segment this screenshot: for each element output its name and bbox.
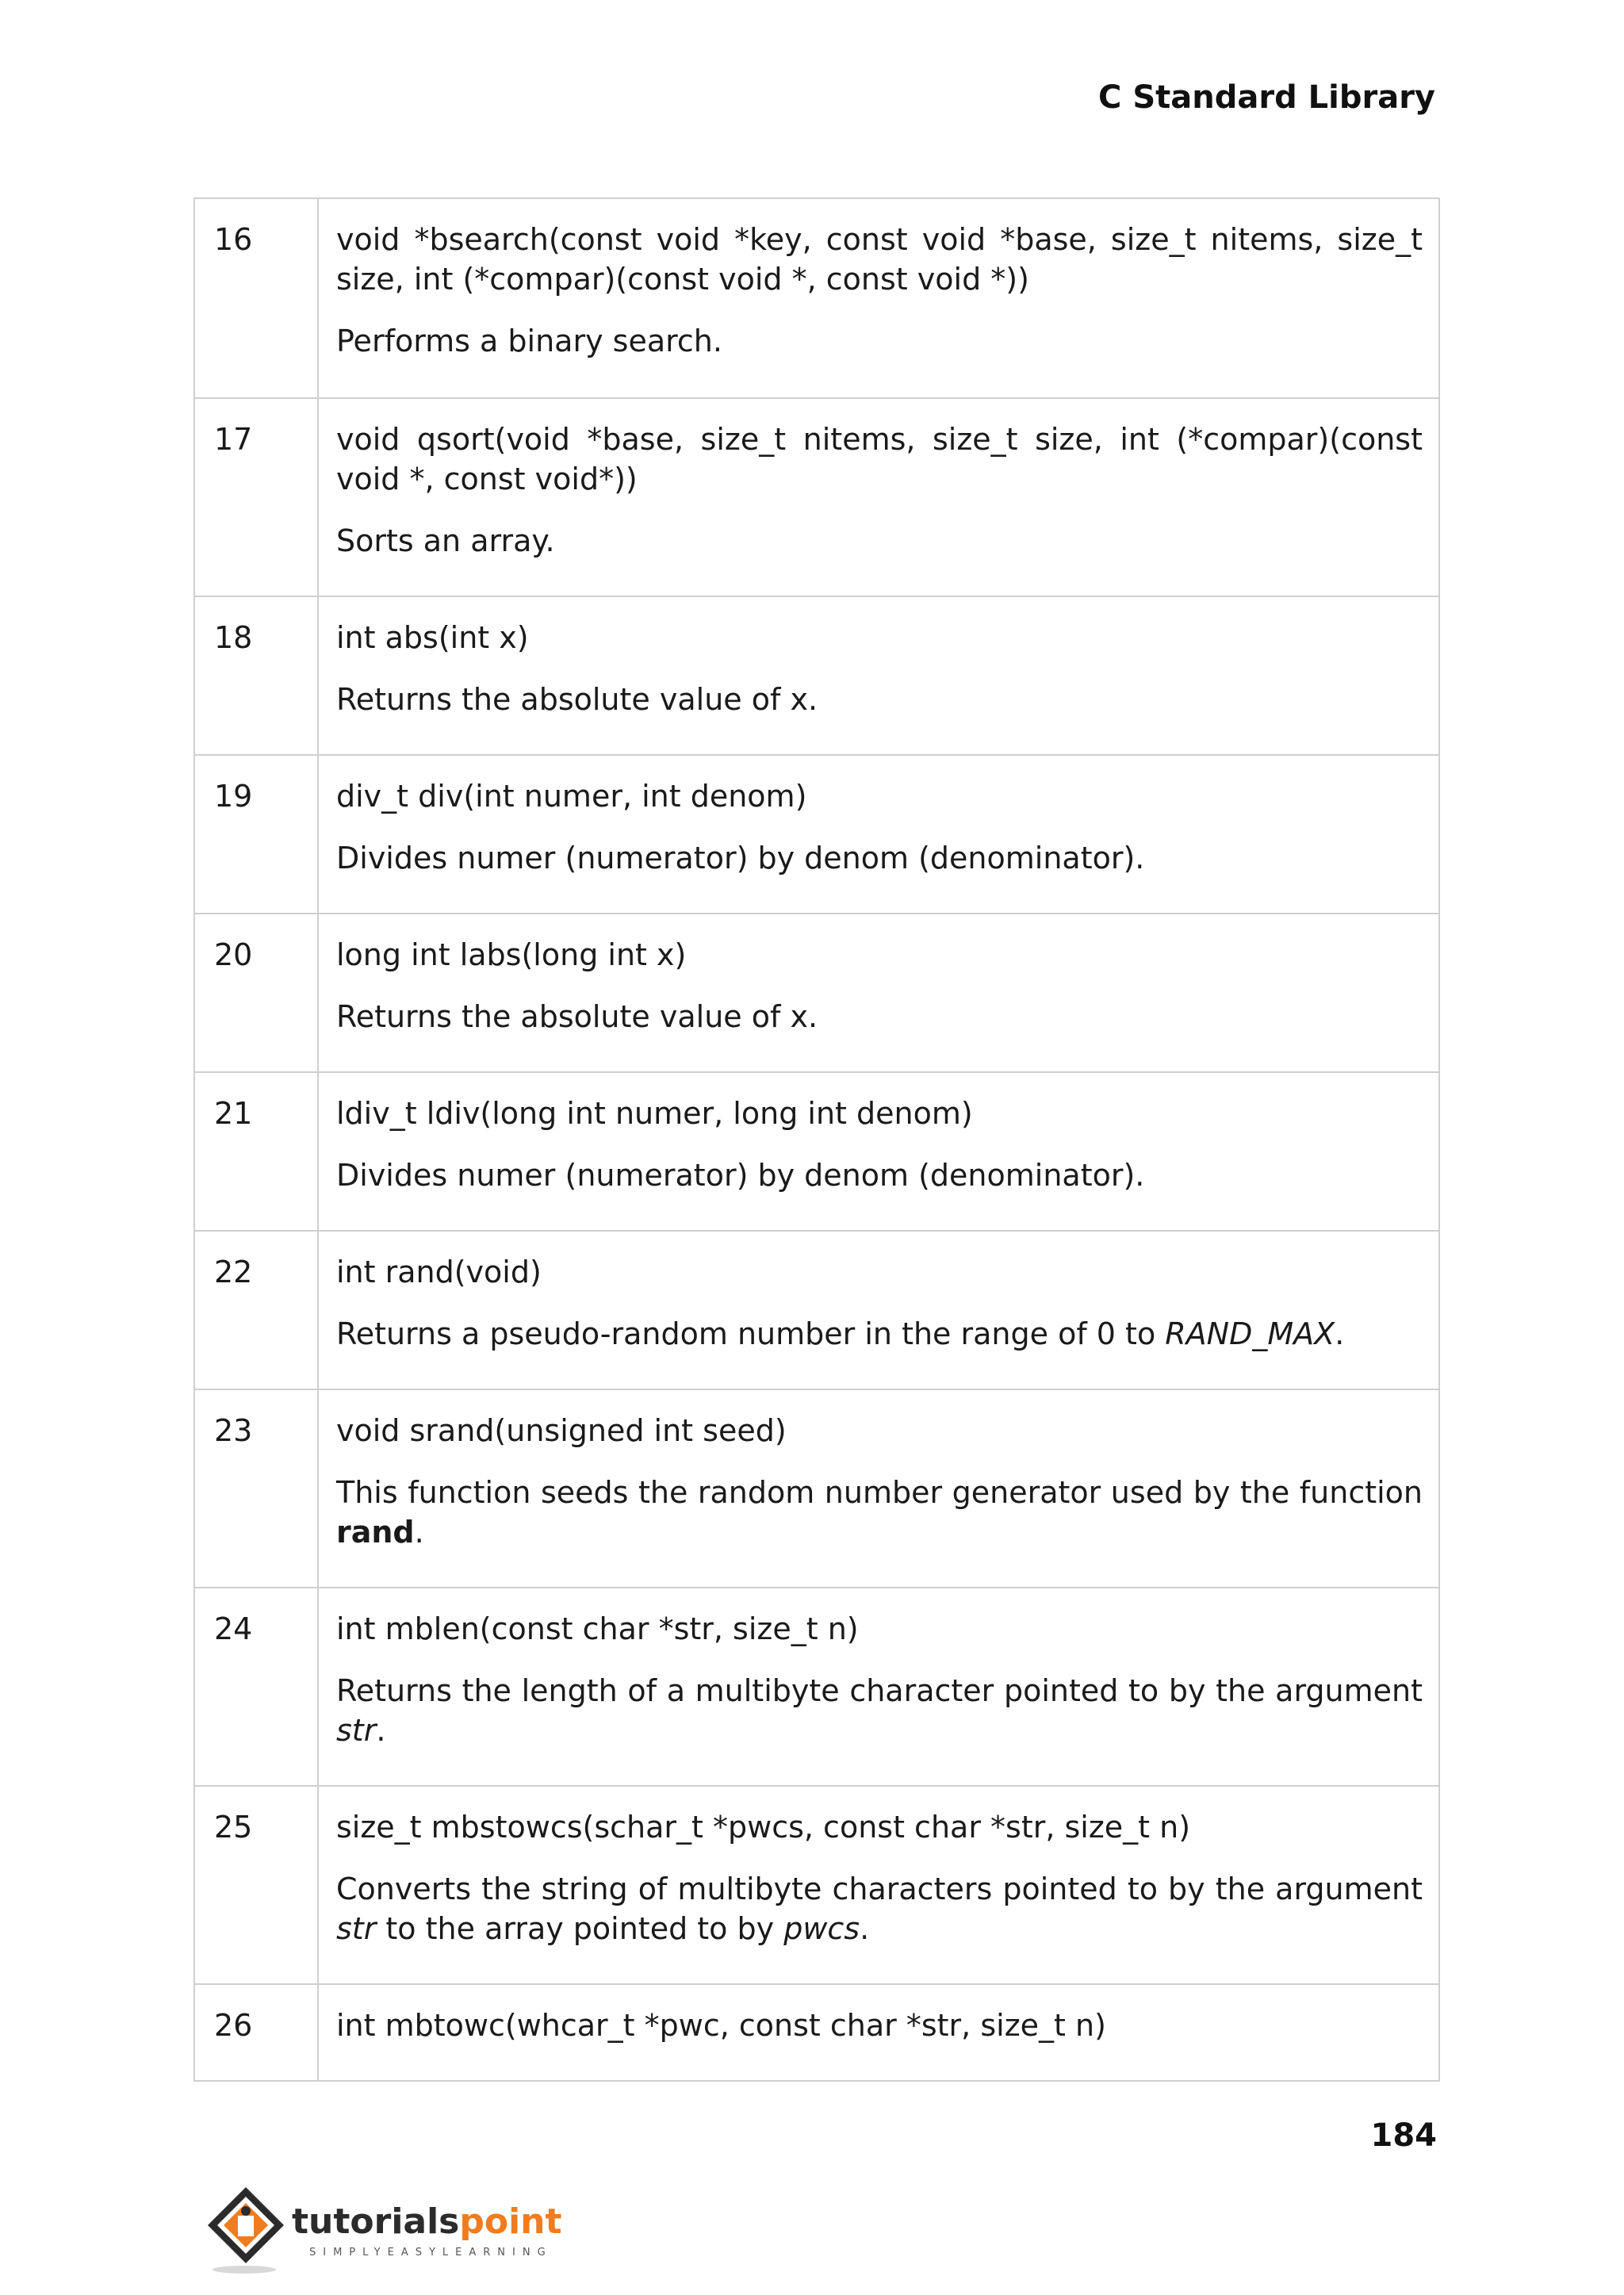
- logo-emblem-icon: [208, 2187, 284, 2274]
- description-text: .: [1335, 1316, 1345, 1351]
- function-cell: [318, 1786, 1439, 1984]
- function-signature: size_t mbstowcs(schar_t *pwcs, const char *str, size_t n): [336, 1810, 1191, 1845]
- page-number: 184: [1370, 2117, 1437, 2154]
- description-text: Divides numer (numerator) by denom (denominator).: [336, 1158, 1145, 1193]
- description-text: This function seeds the random number generator used by the function: [336, 1475, 1423, 1510]
- description-text: to the array pointed to by: [376, 1911, 784, 1946]
- function-description: [336, 1671, 1423, 1750]
- bold-text: rand: [336, 1515, 415, 1550]
- function-signature: int rand(void): [336, 1255, 542, 1289]
- description-text: .: [376, 1713, 386, 1748]
- function-signature: int mbtowc(whcar_t *pwc, const char *str, size_t n): [336, 2008, 1106, 2043]
- function-cell: [318, 1588, 1439, 1786]
- row-number: 18: [194, 596, 318, 755]
- function-table: [193, 197, 1440, 2082]
- function-description: [336, 321, 1423, 361]
- table-row: [194, 1072, 1439, 1231]
- function-cell: [318, 914, 1439, 1072]
- function-table-body: [194, 198, 1439, 2081]
- table-row: [194, 1231, 1439, 1389]
- tutorialspoint-logo: [198, 2181, 579, 2276]
- row-number: 25: [194, 1786, 318, 1984]
- function-description: [336, 1314, 1423, 1354]
- function-signature: void srand(unsigned int seed): [336, 1413, 787, 1448]
- emphasis-text: pwcs: [783, 1911, 860, 1946]
- row-number: 24: [194, 1588, 318, 1786]
- description-text: Divides numer (numerator) by denom (denominator).: [336, 841, 1145, 875]
- function-signature: div_t div(int numer, int denom): [336, 779, 807, 814]
- function-signature: void *bsearch(const void *key, const void *base, size_t nitems, size_t size, int (*compar)(const void *, const void *)): [336, 222, 1423, 297]
- row-number: 16: [194, 198, 318, 398]
- function-description: [336, 521, 1423, 561]
- row-number: 23: [194, 1389, 318, 1588]
- row-number: 22: [194, 1231, 318, 1389]
- description-text: .: [860, 1911, 870, 1946]
- row-number: 26: [194, 1984, 318, 2081]
- function-cell: [318, 1231, 1439, 1389]
- row-number: 17: [194, 398, 318, 596]
- function-cell: [318, 755, 1439, 914]
- function-description: [336, 997, 1423, 1036]
- logo-brand-suffix: point: [459, 2201, 562, 2242]
- table-row: [194, 1389, 1439, 1588]
- function-description: [336, 1473, 1423, 1552]
- function-cell: [318, 1984, 1439, 2081]
- table-row: [194, 914, 1439, 1072]
- description-text: Returns the length of a multibyte character pointed to by the argument: [336, 1673, 1423, 1708]
- function-signature: int abs(int x): [336, 620, 529, 655]
- table-row: [194, 1786, 1439, 1984]
- table-row: [194, 1984, 1439, 2081]
- description-text: Returns the absolute value of x.: [336, 999, 818, 1034]
- row-number: 19: [194, 755, 318, 914]
- function-signature: void qsort(void *base, size_t nitems, size_t size, int (*compar)(const void *, const void*)): [336, 422, 1423, 496]
- emphasis-text: RAND_MAX: [1165, 1316, 1335, 1351]
- function-cell: [318, 1389, 1439, 1588]
- table-row: [194, 596, 1439, 755]
- table-row: [194, 1588, 1439, 1786]
- function-cell: [318, 198, 1439, 398]
- emphasis-text: str: [336, 1911, 377, 1946]
- function-description: [336, 1155, 1423, 1195]
- table-row: [194, 198, 1439, 398]
- function-cell: [318, 596, 1439, 755]
- row-number: 20: [194, 914, 318, 1072]
- row-number: 21: [194, 1072, 318, 1231]
- logo-brand-prefix: tutorials: [292, 2201, 460, 2242]
- description-text: Performs a binary search.: [336, 324, 722, 358]
- function-description: [336, 1869, 1423, 1948]
- function-signature: ldiv_t ldiv(long int numer, long int denom): [336, 1096, 973, 1131]
- emphasis-text: str: [336, 1713, 377, 1748]
- svg-text:tutorialspoint: [292, 2201, 562, 2242]
- description-text: Returns the absolute value of x.: [336, 682, 818, 717]
- function-cell: [318, 1072, 1439, 1231]
- function-description: [336, 838, 1423, 878]
- description-text: Sorts an array.: [336, 523, 555, 558]
- function-cell: [318, 398, 1439, 596]
- description-text: Converts the string of multibyte characters pointed to by the argument: [336, 1872, 1423, 1906]
- page-header-title: C Standard Library: [1098, 79, 1435, 116]
- table-row: [194, 755, 1439, 914]
- function-description: [336, 680, 1423, 719]
- logo-tagline: SIMPLYEASYLEARNING: [309, 2247, 553, 2259]
- function-signature: int mblen(const char *str, size_t n): [336, 1611, 859, 1646]
- function-signature: long int labs(long int x): [336, 937, 687, 972]
- description-text: .: [414, 1515, 424, 1550]
- table-row: [194, 398, 1439, 596]
- description-text: Returns a pseudo-random number in the range of 0 to: [336, 1316, 1166, 1351]
